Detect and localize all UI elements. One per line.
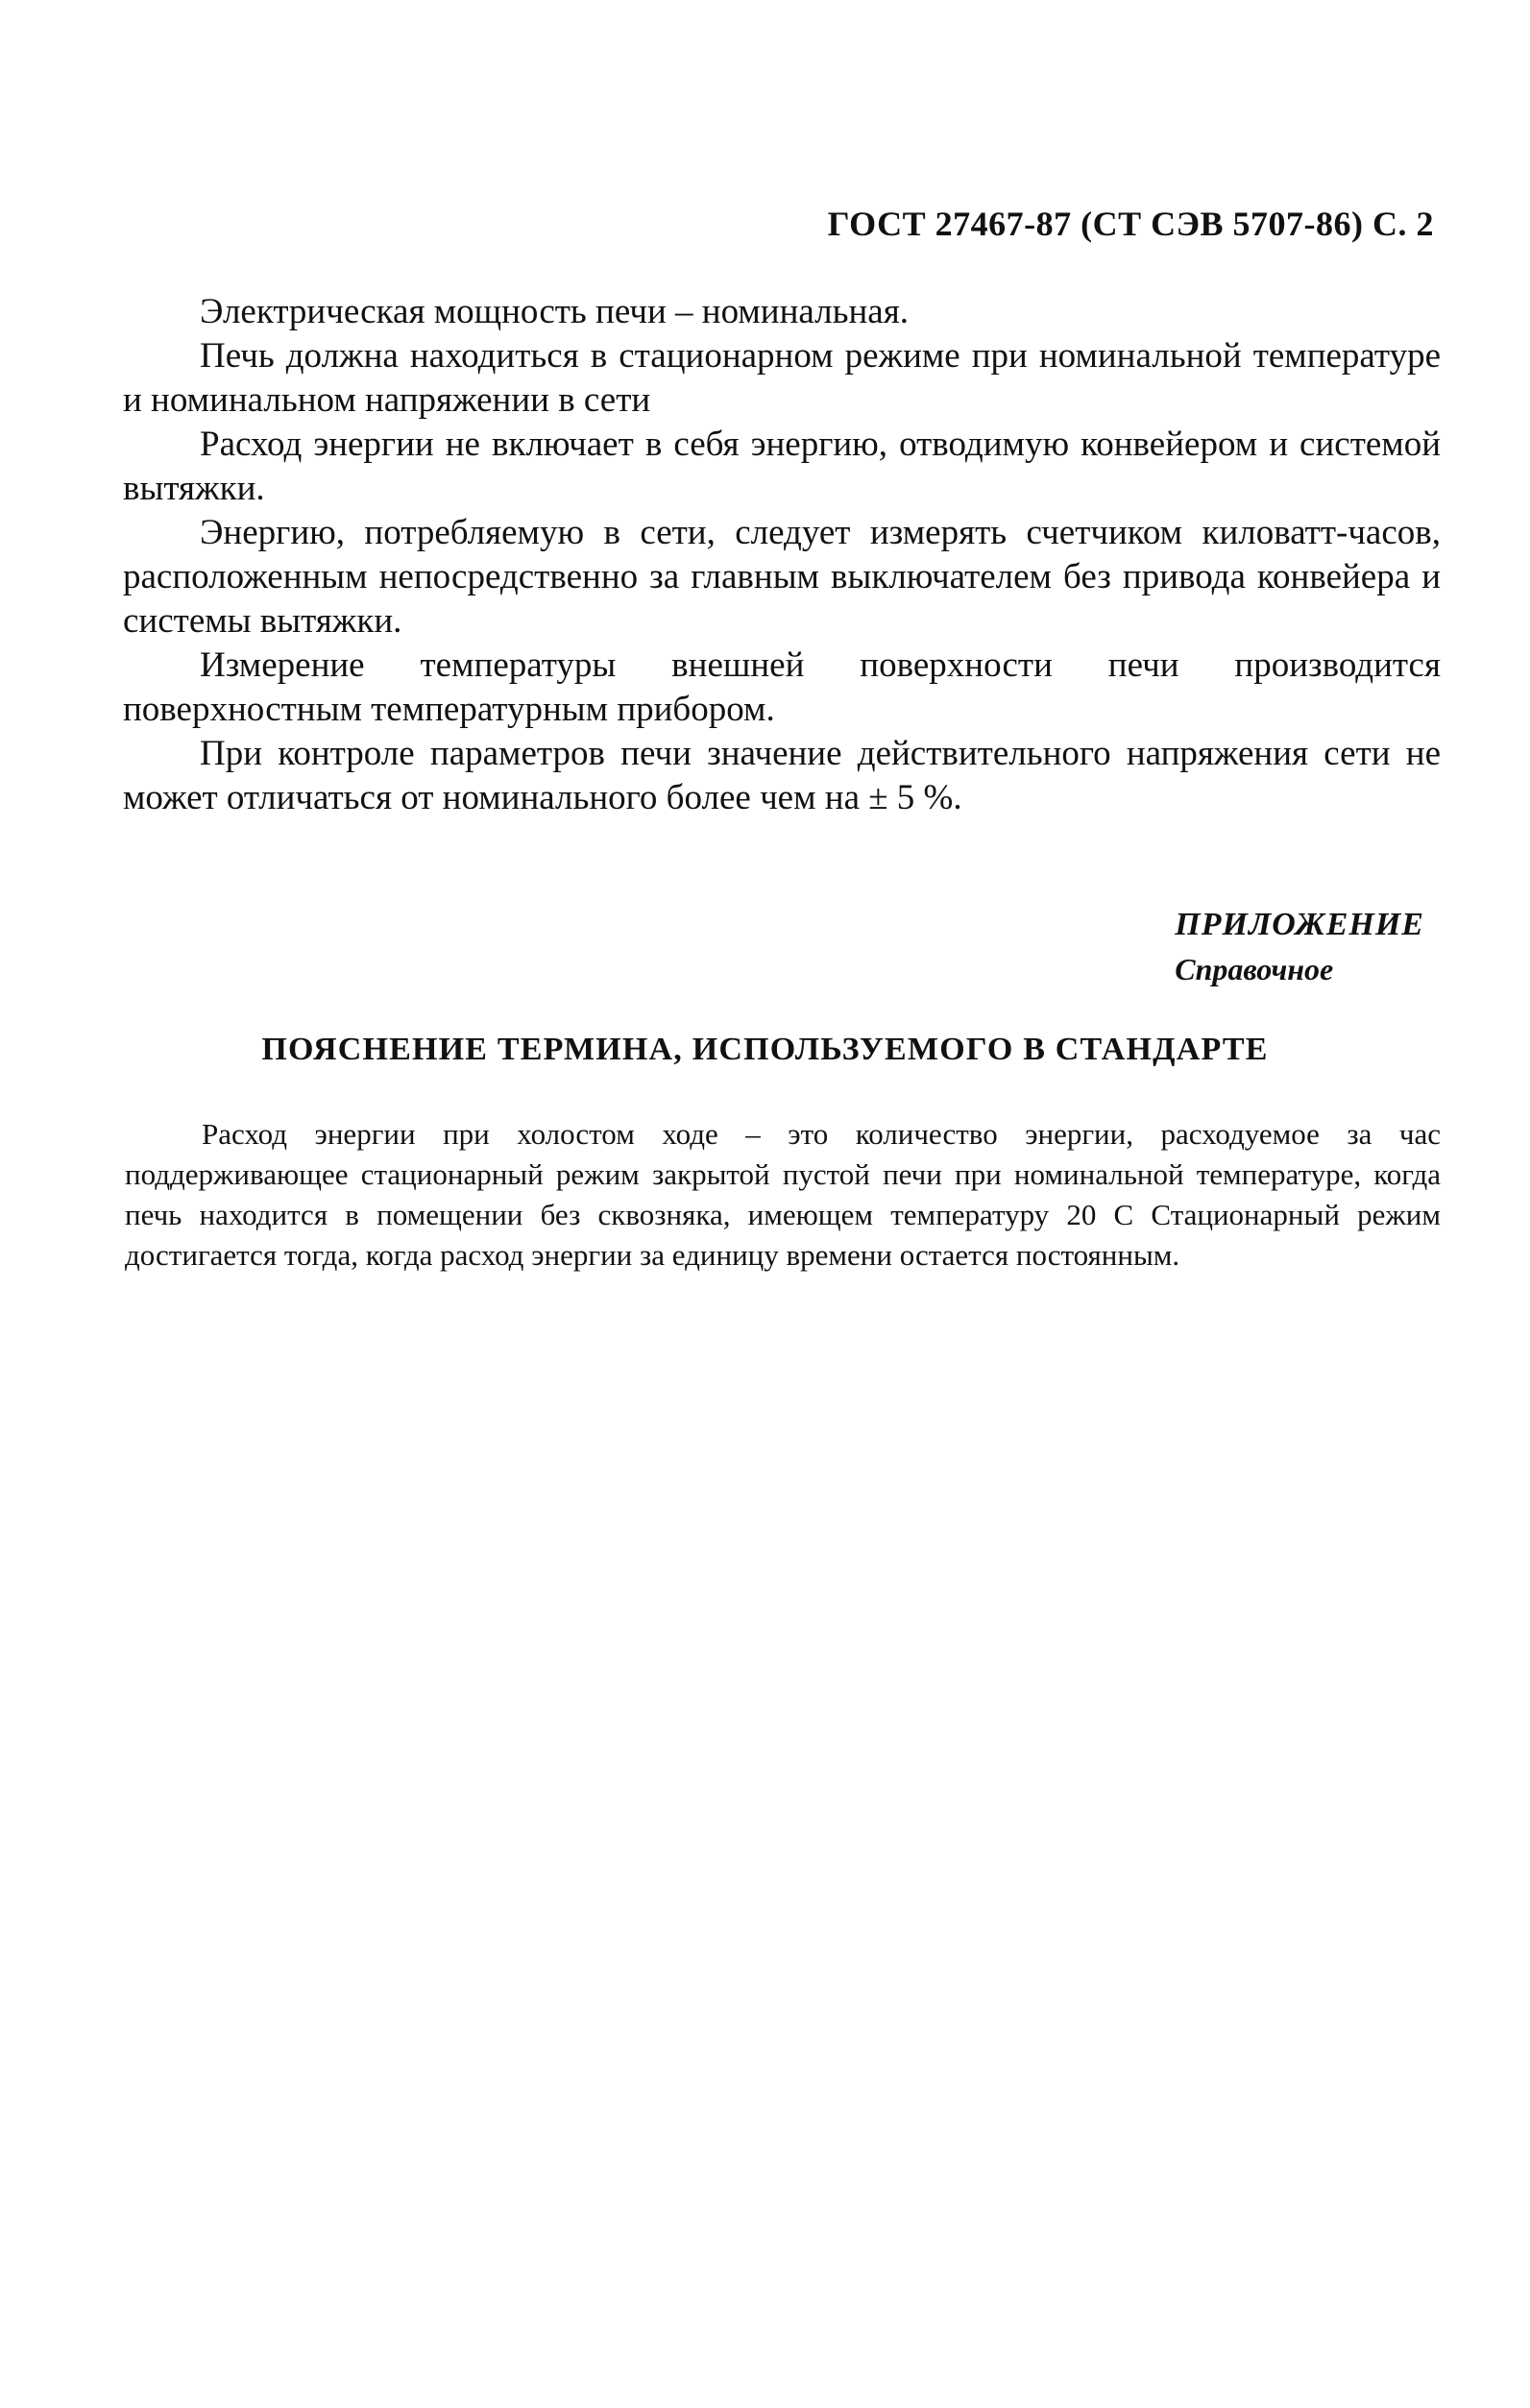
appendix-label: ПРИЛОЖЕНИЕ (1175, 907, 1424, 942)
term-section-title: ПОЯСНЕНИЕ ТЕРМИНА, ИСПОЛЬЗУЕМОГО В СТАНДАРТЕ (261, 1032, 1269, 1067)
paragraph: При контроле параметров печи значение действительного напряжения сети не может отличаться от номинального более чем на ± 5 %. (123, 734, 1441, 817)
term-definition: Расход энергии при холостом ходе – это количество энергии, расходуемое за час поддерживающее стационарный режим закрытой пустой печи при номинальной температуре, когда печь находится в помещении без сквозняка, имеющем температуру 20 С Стационарный режим достигается тогда, когда расход энергии за единицу времени остается постоянным. (125, 1117, 1441, 1272)
paragraph: Расход энергии не включает в себя энергию, отводимую конвейером и системой вытяжки. (123, 425, 1441, 508)
appendix-heading (1175, 903, 1424, 991)
page-header: ГОСТ 27467-87 (СТ СЭВ 5707-86) С. 2 (827, 205, 1434, 243)
paragraph: Энергию, потребляемую в сети, следует измерять счетчиком киловатт-часов, расположенным непосредственно за главным выключателем без привода конвейера и системы вытяжки. (123, 513, 1441, 641)
paragraph: Печь должна находиться в стационарном режиме при номинальной температуре и номинальном напряжении в сети (123, 336, 1441, 420)
appendix-subtitle: Справочное (1175, 952, 1334, 986)
main-text (123, 290, 1441, 820)
paragraph: Электрическая мощность печи – номинальная. (200, 292, 909, 331)
paragraph: Измерение температуры внешней поверхности печи производится поверхностным температурным прибором. (123, 645, 1441, 729)
